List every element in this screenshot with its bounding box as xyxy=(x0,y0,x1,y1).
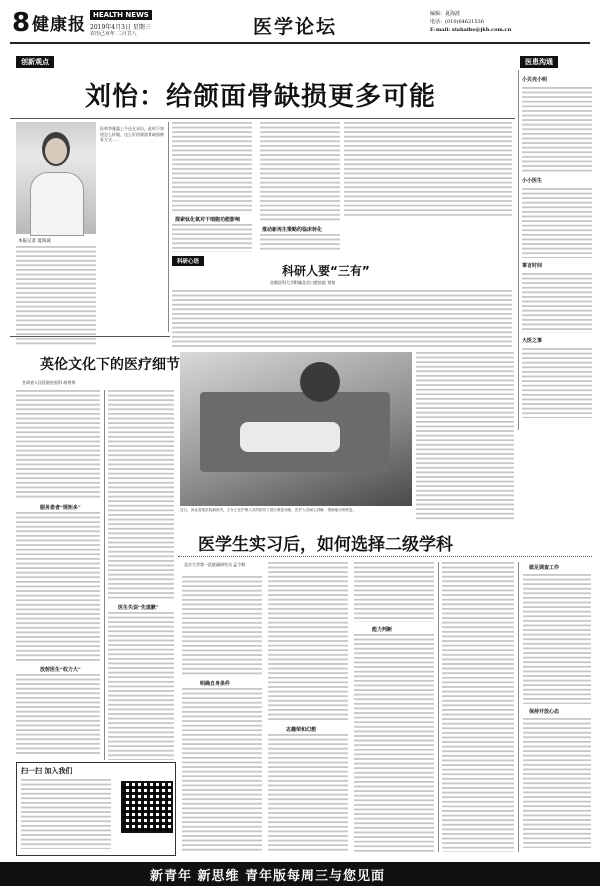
header-rule xyxy=(10,42,590,44)
subhead: 放射医生“权力大” xyxy=(40,667,81,673)
subhead: 保持开放心态 xyxy=(529,709,560,715)
subhead: 明确自身条件 xyxy=(200,681,231,687)
top-article-lede: 医师李雅惠上午还在采访。此时不知道怎么样做，这么好的颌面骨缺损修复方式…… xyxy=(100,126,164,142)
editor-contacts xyxy=(430,10,511,34)
body-text xyxy=(442,562,514,852)
subhead: 能力判断 xyxy=(372,627,393,633)
body-text xyxy=(522,87,592,173)
column-divider xyxy=(104,390,105,760)
divider xyxy=(10,118,515,119)
paper-english-name: HEALTH NEWS xyxy=(90,10,152,20)
body-text xyxy=(260,122,340,222)
subhead: 志趣荣和幻想 xyxy=(286,727,317,733)
lunar-date: 农历己亥年 二月廿八 xyxy=(90,31,137,37)
doc-article-byline: 北京大学第一医院副研究员 孟令群 xyxy=(184,562,246,567)
subhead: 做足调查工作 xyxy=(529,565,560,571)
sci-article-byline: 首都医科大学附属北京口腔医院 刘怡 xyxy=(270,280,336,285)
body-text xyxy=(16,674,100,754)
sidebar-box xyxy=(518,562,593,852)
doc-article-title: 医学生实习后，如何选择二级学科 xyxy=(198,535,453,555)
culture-article-byline: 甘肃省人民医院检验科 胡秀琴 xyxy=(22,380,76,385)
subhead: 探索钛化氧对干细胞功能影响 xyxy=(175,217,241,223)
portrait-photo xyxy=(16,122,96,234)
section-tag-research: 科研心语 xyxy=(172,256,204,266)
section-tag-innovation: 创新观点 xyxy=(16,56,54,68)
right-item-title: 大医之事 xyxy=(522,338,543,344)
body-text xyxy=(344,122,512,218)
body-text xyxy=(268,734,348,852)
body-text xyxy=(182,576,262,676)
sci-article-title: 科研人要“三有” xyxy=(282,264,370,278)
subhead: 服务患者“规矩多” xyxy=(40,505,81,511)
section-tag-doctor-patient: 医患沟通 xyxy=(520,56,558,68)
body-text xyxy=(108,612,174,760)
body-text xyxy=(172,122,252,214)
body-text xyxy=(354,562,434,622)
body-text xyxy=(172,224,252,252)
editor-email: E-mail: xiahaibo@jkb.com.cn xyxy=(430,27,512,33)
body-text xyxy=(523,574,591,704)
right-item-title: 事言时间 xyxy=(522,263,543,269)
page-number: 8 xyxy=(12,8,31,38)
paper-name: 健康报 xyxy=(32,15,86,35)
body-text xyxy=(354,634,434,852)
top-article-byline: 本报记者 夏海波 xyxy=(18,239,51,244)
body-text xyxy=(21,779,111,849)
qr-title: 扫一扫 加入我们 xyxy=(21,766,73,775)
body-text xyxy=(522,188,592,258)
subhead: 推动新再生策略的临床转化 xyxy=(262,227,323,233)
body-text xyxy=(172,290,512,348)
subhead: 医生失误“先道歉” xyxy=(118,605,159,611)
body-text xyxy=(416,352,514,522)
hospital-photo xyxy=(180,352,412,506)
qr-promo-box xyxy=(16,762,176,856)
top-article-title: 刘怡：给颌面骨缺损更多可能 xyxy=(85,82,437,112)
issue-date: 2019年4月3日 星期三 xyxy=(90,24,151,31)
right-item-title: 小贝壳小明 xyxy=(522,77,548,83)
body-text xyxy=(522,273,592,333)
column-divider xyxy=(168,122,169,332)
footer-banner xyxy=(0,862,600,886)
body-text xyxy=(523,718,591,848)
column-divider xyxy=(438,562,439,852)
body-text xyxy=(260,234,340,252)
body-text xyxy=(182,688,262,852)
editor-phone: 电话：(010)64621536 xyxy=(430,19,484,25)
photo-caption: 近日，河北省某医院病房内，王女士在护理人员的指导下进行康复训练，医护人员耐心讲解，帮助她尽快恢复。 xyxy=(180,508,357,512)
column-divider xyxy=(518,70,519,430)
right-column xyxy=(522,72,592,418)
body-text xyxy=(16,512,100,662)
divider xyxy=(178,556,592,557)
body-text xyxy=(16,246,96,346)
right-item-title: 小小医生 xyxy=(522,178,543,184)
footer-slogan: 新青年 新思维 青年版每周三与您见面 xyxy=(150,869,386,884)
editor-name: 编辑：夏海波 xyxy=(430,11,461,17)
body-text xyxy=(108,390,174,600)
body-text xyxy=(268,562,348,722)
body-text xyxy=(16,390,100,500)
qr-code-icon[interactable] xyxy=(121,781,173,833)
body-text xyxy=(522,348,592,418)
divider xyxy=(10,336,170,337)
culture-article-title: 英伦文化下的医疗细节 xyxy=(40,357,180,373)
section-title: 医学论坛 xyxy=(253,16,338,38)
